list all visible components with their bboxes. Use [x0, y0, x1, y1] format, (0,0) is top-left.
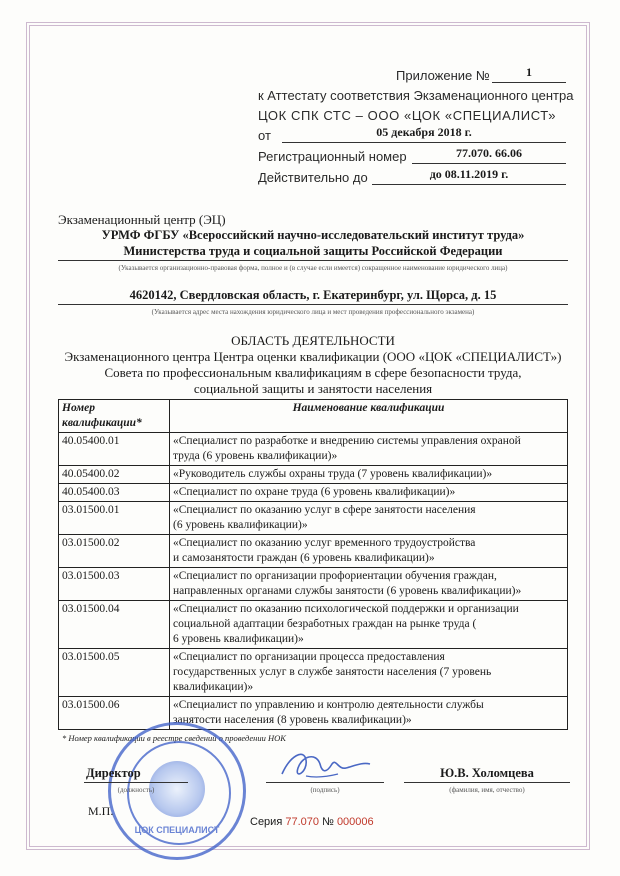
qualification-code: 40.05400.02	[59, 466, 170, 484]
date-underline	[282, 142, 566, 143]
reg-number-label: Регистрационный номер	[258, 149, 407, 164]
table-row	[59, 433, 568, 466]
center-name-line2: Министерства труда и социальной защиты Российской Федерации	[123, 244, 503, 258]
qualification-name	[170, 433, 568, 466]
center-address-note: (Указывается адрес места нахождения юридического лица и мест проведения профессионального экзамена)	[151, 308, 475, 316]
qualification-name-line: государственных услуг в службе занятости населения (7 уровень	[173, 666, 492, 678]
qualification-name-line: социальной адаптации безработных граждан на рынке труда (	[173, 618, 477, 630]
position-note: (должность)	[117, 786, 155, 794]
qualification-name-line: квалификации)»	[173, 681, 254, 693]
qualification-name-line: труда (6 уровень квалификации)»	[173, 450, 338, 462]
qualification-code: 03.01500.06	[59, 697, 170, 730]
qualification-name-line: «Специалист по организации процесса предоставления	[173, 651, 445, 663]
table-row	[59, 601, 568, 649]
qualification-name-line: «Специалист по управлению и контролю деятельности службы	[173, 699, 484, 711]
qualification-name-line: «Специалист по оказанию психологической поддержки и организации	[173, 603, 519, 615]
signature-underline	[266, 782, 384, 783]
center-label: Экзаменационный центр (ЭЦ)	[58, 212, 226, 227]
center-address-underline	[58, 304, 568, 305]
table-row	[59, 697, 568, 730]
center-name-underline	[58, 260, 568, 261]
scope-line1: Экзаменационного центра Центра оценки квалификации (ООО «ЦОК «СПЕЦИАЛИСТ»)	[64, 349, 562, 364]
annex-number: 1	[526, 65, 532, 79]
annex-line1: к Аттестату соответствия Экзаменационного центра	[258, 88, 574, 103]
qualification-name-line: «Руководитель службы охраны труда (7 уровень квалификации)»	[173, 468, 493, 480]
annex-line2: ЦОК СПК СТС – ООО «ЦОК «СПЕЦИАЛИСТ»	[258, 108, 557, 123]
qualification-code: 03.01500.05	[59, 649, 170, 697]
header-name: Наименование квалификации	[170, 400, 568, 433]
number-value: 000006	[336, 816, 374, 828]
qualifications-table	[58, 399, 568, 730]
qualification-name-line: «Специалист по организации профориентации обучения граждан,	[173, 570, 497, 582]
header-code-line1: Номер	[62, 402, 95, 414]
qualification-name	[170, 601, 568, 649]
date-value: 05 декабря 2018 г.	[376, 125, 472, 139]
qualification-code: 40.05400.03	[59, 484, 170, 502]
qualification-name-line: «Специалист по оказанию услуг в сфере занятости населения	[173, 504, 476, 516]
qualification-name-line: «Специалист по оказанию услуг временного трудоустройства	[173, 537, 476, 549]
series-value: 77.070	[285, 816, 319, 828]
qualification-code: 40.05400.01	[59, 433, 170, 466]
reg-number-value: 77.070. 66.06	[456, 146, 522, 160]
series-line	[250, 816, 374, 828]
qualification-code: 03.01500.01	[59, 502, 170, 535]
qualification-name	[170, 697, 568, 730]
table-row	[59, 649, 568, 697]
signer-position: Директор	[86, 766, 141, 780]
valid-value: до 08.11.2019 г.	[429, 167, 509, 181]
qualification-name	[170, 466, 568, 484]
scope-title: ОБЛАСТЬ ДЕЯТЕЛЬНОСТИ	[231, 333, 395, 348]
qualification-name-line: «Специалист по охране труда (6 уровень квалификации)»	[173, 486, 456, 498]
qualification-name	[170, 502, 568, 535]
center-name-line1: УРМФ ФГБУ «Всероссийский научно-исследовательский институт труда»	[101, 228, 525, 242]
scope-line3: социальной защиты и занятости населения	[193, 381, 433, 396]
table-row	[59, 568, 568, 601]
qualification-code: 03.01500.04	[59, 601, 170, 649]
seal-place-label: М.П.	[88, 804, 114, 818]
reg-number-underline	[412, 163, 566, 164]
qualification-name-line: занятости населения (8 уровень квалификации)»	[173, 714, 412, 726]
qualification-name	[170, 649, 568, 697]
name-note: (фамилия, имя, отчество)	[449, 786, 525, 794]
center-name-note: (Указывается организационно-правовая форма, полное и (в случае если имеется) сокращенное наименование юридического лица)	[118, 264, 508, 272]
valid-underline	[372, 184, 566, 185]
annex-underline	[492, 82, 566, 83]
seal-text: ЦОК СПЕЦИАЛИСТ	[134, 825, 220, 835]
qualification-name	[170, 484, 568, 502]
header-code	[59, 400, 170, 433]
qualification-name-line: 6 уровень квалификации)»	[173, 633, 304, 645]
qualification-name-line: (6 уровень квалификации)»	[173, 519, 308, 531]
qualification-name-line: и самозанятости граждан (6 уровень квалификации)»	[173, 552, 435, 564]
handwritten-signature-icon	[276, 744, 376, 786]
header-code-line2: квалификации*	[62, 417, 142, 429]
center-address: 4620142, Свердловская область, г. Екатеринбург, ул. Щорса, д. 15	[129, 288, 497, 302]
qualification-code: 03.01500.02	[59, 535, 170, 568]
name-underline	[404, 782, 570, 783]
table-row	[59, 535, 568, 568]
table-row	[59, 502, 568, 535]
table-header-row	[59, 400, 568, 433]
table-row	[59, 466, 568, 484]
qualification-name-line: направленных органами службы занятости (6 уровень квалификации)»	[173, 585, 522, 597]
scope-line2: Совета по профессиональным квалификациям в сфере безопасности труда,	[104, 365, 522, 380]
qualification-name-line: «Специалист по разработке и внедрению системы управления охраной	[173, 435, 521, 447]
table-row	[59, 484, 568, 502]
signature-note: (подпись)	[310, 786, 340, 794]
date-label: от	[258, 128, 271, 143]
annex-label: Приложение №	[396, 68, 490, 83]
qualification-code: 03.01500.03	[59, 568, 170, 601]
number-label: №	[322, 816, 334, 828]
position-underline	[84, 782, 188, 783]
qualification-name	[170, 535, 568, 568]
signer-name: Ю.В. Холомцева	[440, 766, 534, 780]
qualification-name	[170, 568, 568, 601]
series-label: Серия	[250, 816, 283, 828]
footnote: * Номер квалификации в реестре сведений о проведении НОК	[62, 733, 286, 743]
valid-label: Действительно до	[258, 170, 368, 185]
